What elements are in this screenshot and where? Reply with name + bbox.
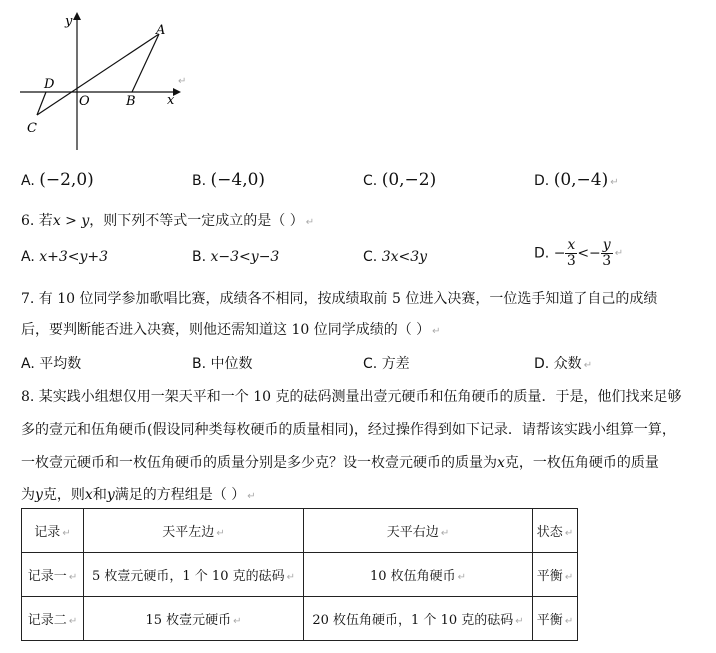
table-cell: 5 枚壹元硬币，1 个 10 克的砝码 ↵ [84, 553, 304, 597]
table-header-cell: 状态 ↵ [533, 509, 578, 553]
q7-line-2: 后，要判断能否进入决赛，则他还需知道这 10 位同学成绩的（ ） ↵ [21, 322, 441, 338]
coordinate-graph [15, 8, 190, 153]
table-row [22, 597, 578, 641]
q5-option-b: B. (−4,0) [192, 170, 266, 190]
table-cell: 记录二 ↵ [22, 597, 84, 641]
table-header-cell: 天平右边 ↵ [304, 509, 533, 553]
table-cell: 平衡 ↵ [533, 597, 578, 641]
table-cell: 10 枚伍角硬币 ↵ [304, 553, 533, 597]
q8-line-3: 一枚壹元硬币和一枚伍角硬币的质量分别是多少克？设一枚壹元硬币的质量为x克，一枚伍角硬币的质量 [21, 455, 659, 471]
table-cell: 20 枚伍角硬币，1 个 10 克的砝码 ↵ [304, 597, 533, 641]
table-cell: 平衡 ↵ [533, 553, 578, 597]
table-header-row [22, 509, 578, 553]
fraction-x-over-3: $\frac{x}{3}$ [566, 237, 576, 269]
label-c: C [27, 121, 37, 136]
return-mark: ↵ [178, 76, 187, 87]
label-y: y [65, 14, 73, 29]
q6-option-c: C. 3x<3y [363, 249, 428, 265]
q7-line-1: 7. 有 10 位同学参加歌唱比赛，成绩各不相同，按成绩取前 5 位进入决赛，一位选手知道了自己的成绩 [21, 291, 658, 307]
record-table [21, 508, 578, 641]
label-b: B [126, 94, 136, 109]
q7-option-a: A. 平均数 [21, 356, 82, 372]
q5-option-c: C. (0,−2) [363, 170, 437, 190]
y-axis-arrow [73, 12, 81, 20]
fraction-y-over-3: $\frac{y}{3}$ [602, 237, 612, 269]
q5-option-a: A. (−2,0) [21, 170, 94, 190]
label-x: x [167, 93, 175, 108]
q7-option-d: D. 众数 ↵ [534, 356, 593, 372]
table-header-cell: 记录 ↵ [22, 509, 84, 553]
q8-line-2: 多的壹元和伍角硬币(假设同种类每枚硬币的质量相同)，经过操作得到如下记录．请帮该实践小组算一算， [21, 422, 676, 438]
label-d: D [44, 77, 55, 92]
q6-option-b: B. x−3<y−3 [192, 249, 280, 265]
q5-option-d: D. (0,−4) ↵ [534, 170, 619, 190]
q7-option-b: B. 中位数 [192, 356, 253, 372]
q6-option-a: A. x+3<y+3 [21, 249, 109, 265]
q6-stem: 6. 若x > y，则下列不等式一定成立的是（ ） ↵ [21, 213, 315, 229]
label-a: A [156, 23, 166, 38]
q8-line-4: 为y克，则x和y满足的方程组是（ ） ↵ [21, 487, 256, 503]
table-cell: 记录一 ↵ [22, 553, 84, 597]
q6-option-d: D. − $\frac{x}{3}$ <− $\frac{y}{3}$ ↵ [534, 237, 624, 269]
table-cell: 15 枚壹元硬币 ↵ [84, 597, 304, 641]
q7-option-c: C. 方差 [363, 356, 410, 372]
table-row [22, 553, 578, 597]
label-o: O [79, 94, 90, 109]
table-header-cell: 天平左边 ↵ [84, 509, 304, 553]
q8-line-1: 8. 某实践小组想仅用一架天平和一个 10 克的砝码测量出壹元硬币和伍角硬币的质量．于是，他们找来足够 [21, 389, 682, 405]
